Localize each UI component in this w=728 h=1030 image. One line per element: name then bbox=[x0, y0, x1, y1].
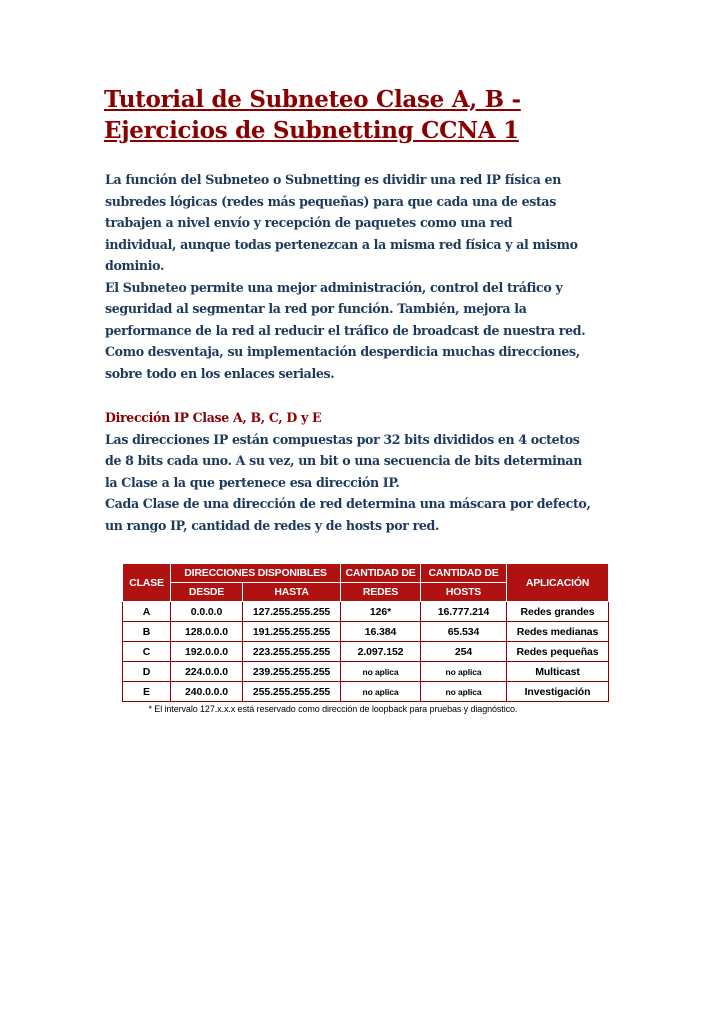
header-cantidad-hosts-top: CANTIDAD DE bbox=[421, 564, 507, 583]
table-note-row bbox=[123, 702, 609, 716]
header-direcciones: DIRECCIONES DISPONIBLES bbox=[171, 564, 341, 583]
cell-hasta: 255.255.255.255 bbox=[243, 682, 341, 702]
header-clase: CLASE bbox=[123, 564, 171, 602]
cell-hosts: no aplica bbox=[421, 662, 507, 682]
text-line: performance de la red al reducir el tráfico de broadcast de nuestra red. bbox=[105, 322, 586, 338]
text-line: individual, aunque todas pertenezcan a la misma red física y al mismo bbox=[105, 236, 578, 252]
cell-clase: A bbox=[123, 602, 171, 622]
table-header-row bbox=[123, 564, 609, 583]
text-line: La función del Subneteo o Subnetting es dividir una red IP física en bbox=[105, 172, 562, 187]
cell-aplicacion: Investigación bbox=[507, 682, 609, 702]
cell-hosts: 16.777.214 bbox=[421, 602, 507, 622]
cell-aplicacion: Redes grandes bbox=[507, 602, 609, 622]
header-redes: REDES bbox=[341, 583, 421, 602]
cell-redes: 16.384 bbox=[341, 622, 421, 642]
cell-redes: 2.097.152 bbox=[341, 642, 421, 662]
cell-hosts: 65.534 bbox=[421, 622, 507, 642]
cell-clase: D bbox=[123, 662, 171, 682]
cell-clase: C bbox=[123, 642, 171, 662]
cell-redes: 126* bbox=[341, 602, 421, 622]
table-row bbox=[123, 682, 609, 702]
cell-redes: no aplica bbox=[341, 682, 421, 702]
ip-classes-table-image bbox=[122, 563, 608, 721]
cell-aplicacion: Redes medianas bbox=[507, 622, 609, 642]
table-row bbox=[123, 622, 609, 642]
text-line: trabajen a nivel envío y recepción de paquetes como una red bbox=[105, 215, 513, 230]
cell-hosts: 254 bbox=[421, 642, 507, 662]
cell-hasta: 239.255.255.255 bbox=[243, 662, 341, 682]
ip-classes-section bbox=[105, 407, 640, 536]
cell-aplicacion: Redes pequeñas bbox=[507, 642, 609, 662]
text-line: subredes lógicas (redes más pequeñas) para que cada una de estas bbox=[105, 193, 556, 209]
text-line: sobre todo en los enlaces seriales. bbox=[105, 365, 335, 381]
text-line: Como desventaja, su implementación desperdicia muchas direcciones, bbox=[105, 344, 580, 359]
header-desde: DESDE bbox=[171, 583, 243, 602]
header-aplicacion: APLICACIÓN bbox=[507, 564, 609, 602]
text-line: seguridad al segmentar la red por función. También, mejora la bbox=[105, 301, 527, 316]
text-line: un rango IP, cantidad de redes y de hosts por red. bbox=[105, 517, 440, 533]
cell-clase: B bbox=[123, 622, 171, 642]
header-hosts: HOSTS bbox=[421, 583, 507, 602]
text-line: la Clase a la que pertenece esa dirección IP. bbox=[105, 474, 400, 490]
cell-clase: E bbox=[123, 682, 171, 702]
text-line: de 8 bits cada uno. A su vez, un bit o una secuencia de bits determinan bbox=[105, 453, 583, 468]
cell-desde: 192.0.0.0 bbox=[171, 642, 243, 662]
cell-redes: no aplica bbox=[341, 662, 421, 682]
cell-hasta: 127.255.255.255 bbox=[243, 602, 341, 622]
cell-desde: 224.0.0.0 bbox=[171, 662, 243, 682]
table-row bbox=[123, 662, 609, 682]
text-line: El Subneteo permite una mejor administración, control del tráfico y bbox=[105, 279, 563, 295]
cell-desde: 128.0.0.0 bbox=[171, 622, 243, 642]
cell-desde: 240.0.0.0 bbox=[171, 682, 243, 702]
intro-paragraph bbox=[105, 169, 640, 384]
text-line: Las direcciones IP están compuestas por 32 bits divididos en 4 octetos bbox=[105, 431, 580, 447]
title-line-2: Ejercicios de Subnetting CCNA 1 bbox=[104, 117, 519, 144]
cell-hosts: no aplica bbox=[421, 682, 507, 702]
table-row bbox=[123, 602, 609, 622]
cell-aplicacion: Multicast bbox=[507, 662, 609, 682]
ip-classes-table bbox=[122, 563, 609, 715]
header-cantidad-redes-top: CANTIDAD DE bbox=[341, 564, 421, 583]
text-line: dominio. bbox=[105, 258, 165, 273]
table-footnote: * El intervalo 127.x.x.x está reservado como dirección de loopback para pruebas y diagnóstico. bbox=[148, 703, 518, 714]
title-line-1: Tutorial de Subneteo Clase A, B - bbox=[104, 86, 521, 113]
text-line: Cada Clase de una dirección de red determina una máscara por defecto, bbox=[105, 496, 591, 511]
cell-desde: 0.0.0.0 bbox=[171, 602, 243, 622]
cell-hasta: 223.255.255.255 bbox=[243, 642, 341, 662]
table-row bbox=[123, 642, 609, 662]
section-heading: Dirección IP Clase A, B, C, D y E bbox=[105, 410, 322, 425]
cell-hasta: 191.255.255.255 bbox=[243, 622, 341, 642]
page-title bbox=[104, 84, 664, 146]
header-hasta: HASTA bbox=[243, 583, 341, 602]
